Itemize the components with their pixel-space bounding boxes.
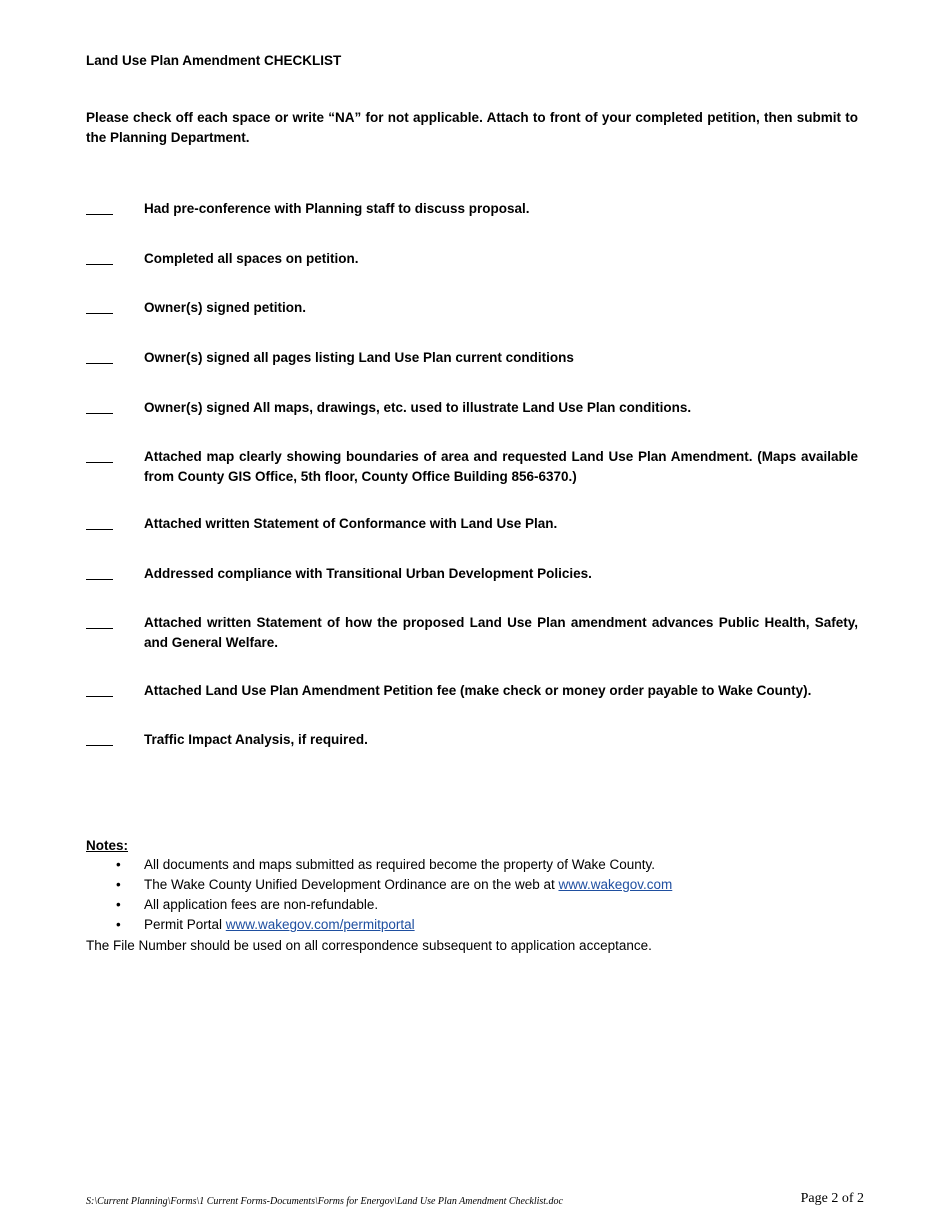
checklist-item-label: Attached Land Use Plan Amendment Petition fee (make check or money order payable to Wake County). [144, 682, 812, 698]
blank-rule [86, 354, 113, 364]
list-item [86, 915, 858, 935]
bullet-icon: • [116, 917, 121, 933]
page-title: Land Use Plan Amendment CHECKLIST [86, 53, 342, 68]
checklist-item-label: Owner(s) signed petition. [144, 300, 307, 316]
checkbox-blank-line[interactable] [86, 447, 144, 469]
list-item [86, 855, 858, 875]
checkbox-blank-line[interactable] [86, 514, 144, 536]
checkbox-blank-line[interactable] [86, 730, 144, 752]
blank-rule [86, 687, 113, 697]
checklist-item-label: Attached written Statement of Conformance with Land Use Plan. [144, 516, 558, 532]
list-item [86, 875, 858, 895]
document-body [86, 52, 858, 956]
list-item [86, 895, 858, 915]
instructions-paragraph: Please check off each space or write “NA” for not applicable. Attach to front of your completed petition, then submit to the Planning Department. [86, 110, 858, 145]
blank-rule [86, 736, 113, 746]
checklist-item [86, 681, 858, 703]
checkbox-blank-line[interactable] [86, 681, 144, 703]
wakegov-link[interactable]: www.wakegov.com [558, 876, 673, 892]
blank-rule [86, 304, 113, 314]
checklist-item [86, 730, 858, 752]
checkbox-blank-line[interactable] [86, 249, 144, 271]
note-text: All application fees are non-refundable. [144, 897, 379, 913]
checkbox-blank-line[interactable] [86, 298, 144, 320]
checklist-item-label: Owner(s) signed All maps, drawings, etc. used to illustrate Land Use Plan conditions. [144, 399, 692, 415]
checklist-item-label: Owner(s) signed all pages listing Land Use Plan current conditions [144, 350, 574, 366]
blank-rule [86, 404, 113, 414]
note-text: All documents and maps submitted as required become the property of Wake County. [144, 856, 656, 872]
checklist-item-label: Traffic Impact Analysis, if required. [144, 732, 368, 748]
page-footer [86, 1191, 864, 1207]
footer-page-number: Page 2 of 2 [800, 1191, 864, 1206]
notes-list [86, 855, 858, 936]
blank-rule [86, 255, 113, 265]
blank-rule [86, 520, 113, 530]
checklist-item [86, 613, 858, 652]
blank-rule [86, 619, 113, 629]
note-text: The Wake County Unified Development Ordinance are on the web at [144, 876, 559, 892]
checklist-item-label: Attached map clearly showing boundaries of area and requested Land Use Plan Amendment. (Maps available from County GIS Office, 5th floor, County Office Building 856-6370.) [144, 449, 858, 484]
checkbox-blank-line[interactable] [86, 564, 144, 586]
bullet-icon: • [116, 876, 121, 892]
checkbox-blank-line[interactable] [86, 348, 144, 370]
checklist-item-label: Completed all spaces on petition. [144, 250, 359, 266]
note-text: Permit Portal [144, 917, 226, 933]
notes-section [86, 838, 858, 956]
blank-rule [86, 570, 113, 580]
footer-file-path: S:\Current Planning\Forms\1 Current Forms-Documents\Forms for Energov\Land Use Plan Amendment Checklist.doc [86, 1196, 563, 1207]
permit-portal-link[interactable]: www.wakegov.com/permitportal [225, 917, 415, 933]
checkbox-blank-line[interactable] [86, 613, 144, 635]
checklist-item [86, 199, 858, 221]
checkbox-blank-line[interactable] [86, 199, 144, 221]
notes-footer-line: The File Number should be used on all correspondence subsequent to application acceptance. [86, 937, 652, 953]
checklist-item-label: Attached written Statement of how the proposed Land Use Plan amendment advances Public Health, Safety, and General Welfare. [144, 615, 858, 650]
checklist [86, 199, 858, 751]
checklist-item [86, 447, 858, 486]
checklist-item [86, 564, 858, 586]
checklist-item [86, 398, 858, 420]
blank-rule [86, 205, 113, 215]
bullet-icon: • [116, 897, 121, 913]
checklist-item [86, 249, 858, 271]
checklist-item [86, 348, 858, 370]
bullet-icon: • [116, 856, 121, 872]
checklist-item [86, 514, 858, 536]
checkbox-blank-line[interactable] [86, 398, 144, 420]
checklist-item-label: Had pre-conference with Planning staff to discuss proposal. [144, 201, 530, 217]
notes-heading: Notes: [86, 837, 129, 853]
blank-rule [86, 453, 113, 463]
checklist-item-label: Addressed compliance with Transitional Urban Development Policies. [144, 565, 592, 581]
checklist-item [86, 298, 858, 320]
